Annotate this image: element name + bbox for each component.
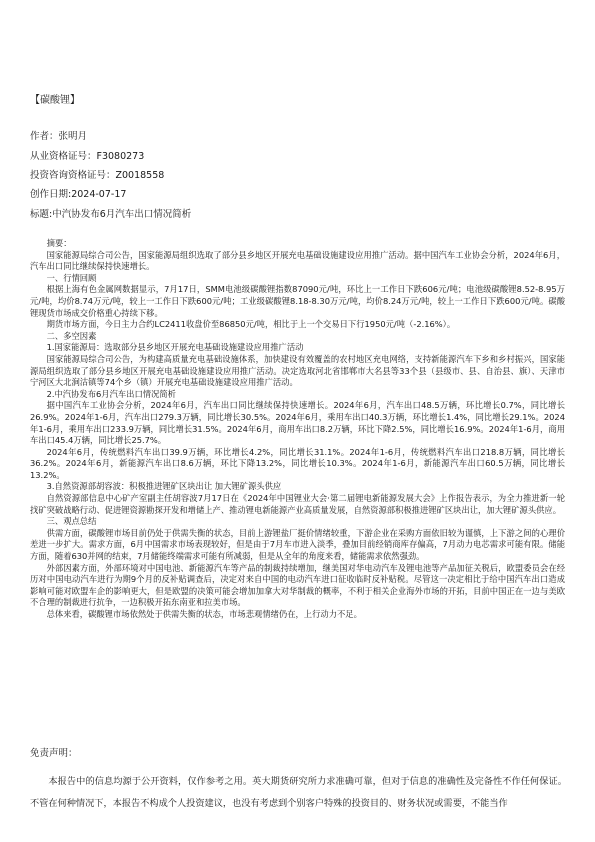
invest-license-line: 投资咨询资格证号：Z0018558 [30,170,165,181]
report-body [30,238,565,621]
subsection-2-2-paragraph-1: 据中国汽车工业协会分析，2024年6月，汽车出口同比继续保持快速增长。2024年6月，汽车出口48.5万辆，环比增长0.7%，同比增长26.9%。2024年1-6月，汽车出口279.3万辆，同比增长30.5%。2024年6月，乘用车出口40.3万辆，环比增长1.4%，同比增长29.1%。2024年1-6月，乘用车出口233.9万辆，同比增长31.5%。2024年6月，商用车出口8.2万辆，环比下降2.5%，同比增长16.9%。2024年1-6月，商用车出口45.4万辆，同比增长25.7%。 [30,400,565,446]
license-line: 从业资格证号：F3080273 [30,151,145,162]
subsection-2-1-paragraph: 国家能源局综合司公告，为构建高质量充电基础设施体系，加快建设有效覆盖的农村地区充电网络，支持新能源汽车下乡和乡村振兴，国家能源局组织选取了部分县乡地区开展充电基础设施建设应用推广活动。决定选取河北省邯郸市大名县等33个县（县级市、县、自治县、旗）、天津市宁河区大北涧沽镇等74个乡（镇）开展充电基础设施建设应用推广活动。 [30,353,565,388]
section-heading-2: 二、多空因素 [46,330,97,341]
subsection-heading-2-2: 2.中汽协发布6月汽车出口情况简析 [46,388,176,399]
section-heading-3: 三、观点总结 [46,516,97,527]
section-3-paragraph-3: 总体来看，碳酸锂市场依然处于供需失衡的状态，市场悲观情绪仍在，上行动力不足。 [46,609,362,619]
section-1-paragraph-2: 期货市场方面，今日主力合约LC2411收盘价至86850元/吨，相比于上一个交易日下行1950元/吨（-2.16%）。 [46,319,456,330]
subsection-2-3-paragraph: 自然资源部信息中心矿产室副主任胡容波7月17日在《2024年中国锂业大会·第二届锂电新能源发展大会》上作报告表示，为全力推进新一轮找矿突破战略行动、促进锂资源勘探开发和增储上产、推动锂电新能源产业高质量发展，自然资源部积极推进锂矿区块出让，加大锂矿源头供应。 [30,493,565,515]
abstract-label: 摘要： [46,238,72,248]
subsection-heading-2-3: 3.自然资源部胡容波：积极推进锂矿区块出让 加大锂矿源头供应 [46,481,282,492]
disclaimer-text: 本报告中的信息均源于公开资料，仅作参考之用。英大期货研究所力求准确可靠，但对于信息的准确性及完备性不作任何保证。不管在何种情况下，本报告不构成个人投资建议，也没有考虑到个别客户特殊的投资目的、财务状况或需要，不能当作 [30,776,567,809]
abstract-text: 国家能源局综合司公告，国家能源局组织选取了部分县乡地区开展充电基础设施建设应用推广活动。据中国汽车工业协会分析，2024年6月，汽车出口同比继续保持快速增长。 [30,249,565,272]
section-3-paragraph-2: 外部因素方面，外部环境对中国电池、新能源汽车等产品的制裁持续增加，继美国对华电动汽车及锂电池等产品加征关税后，欧盟委员会在经历对中国电动汽车进行为期9个月的反补贴调查后，决定对来自中国的电动汽车进口征收临时反补贴税。尽管这一决定相比于给中国汽车出口造成影响可能对欧盟车企的影响更大，但是欧盟的决策可能会增加加拿大对华制裁的概率，不利于相关企业海外市场的开拓，目前中国正在一边与美欧不合理的制裁进行抗争，一边积极开拓东南亚和拉美市场。 [30,562,565,608]
document-heading: 【碳酸锂】 [30,95,80,106]
author-line: 作者：张明月 [30,131,88,142]
disclaimer-title: 免责声明： [30,748,78,759]
subsection-heading-2-1: 1.国家能源局：选取部分县乡地区开展充电基础设施建设应用推广活动 [46,342,304,353]
section-1-paragraph-1: 根据上海有色金属网数据显示，7月17日，SMM电池级碳酸锂指数87090元/吨，环比上一工作日下跌606元/吨；电池级碳酸锂8.52-8.95万元/吨，均价8.74万元/吨，较上一工作日下跌600元/吨；工业级碳酸锂8.18-8.30万元/吨，均价8.24万元/吨，较上一工作日下跌600元/吨。碳酸锂现货市场成交价格重心持续下移。 [30,284,565,318]
date-line: 创作日期:2024-07-17 [30,189,127,200]
title-line: 标题:中汽协发布6月汽车出口情况简析 [30,209,192,220]
section-heading-1: 一、行情回顾 [46,272,97,283]
section-3-paragraph-1: 供需方面，碳酸锂市场目前仍处于供需失衡的状态，目前上游锂盐厂挺价情绪较重，下游企业在采购方面依旧较为谨慎，上下游之间的心理价差进一步扩大。需求方面，6月中国需求市场表现较好，但是由于7月车市进入淡季，叠加目前经销商库存偏高，7月动力电芯需求可能有限。储能方面，随着630并网的结束，7月储能终端需求可能有所减弱，但是从全年的角度来看，储能需求依然强劲。 [30,527,565,562]
subsection-2-2-paragraph-2: 2024年6月，传统燃料汽车出口39.9万辆，环比增长4.2%，同比增长31.1%。2024年1-6月，传统燃料汽车出口218.8万辆，同比增长36.2%。2024年6月，新能源汽车出口8.6万辆，环比下降13.2%，同比增长10.3%。2024年1-6月，新能源汽车出口60.5万辆，同比增长13.2%。 [30,446,565,480]
